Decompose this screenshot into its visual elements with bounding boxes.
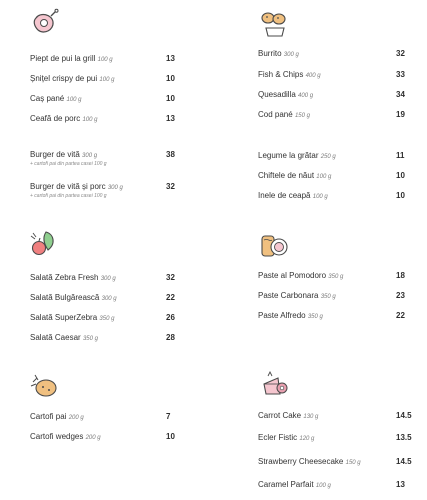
list-item	[258, 480, 414, 494]
list-item	[258, 110, 414, 124]
list-item	[30, 412, 180, 426]
item-weight: 100 g	[315, 483, 331, 489]
item-price: 33	[396, 70, 405, 79]
item-name: Salată Bulgărească	[30, 293, 100, 302]
item-weight: 400 g	[298, 93, 314, 99]
item-price: 13	[166, 114, 175, 123]
list-item	[258, 291, 414, 305]
item-name: Piept de pui la grill	[30, 54, 96, 63]
item-weight: 100 g	[82, 117, 98, 123]
item-weight: 350 g	[99, 316, 115, 322]
pasta-icon	[258, 228, 290, 260]
list-item	[258, 433, 414, 447]
item-weight: 300 g	[82, 153, 98, 159]
item-price: 13.5	[396, 433, 412, 442]
item-price: 23	[396, 291, 405, 300]
item-price: 13	[166, 54, 175, 63]
item-price: 28	[166, 333, 175, 342]
item-name: Ecler Fistic	[258, 433, 298, 442]
item-price: 18	[396, 271, 405, 280]
item-price: 26	[166, 313, 175, 322]
item-weight: 300 g	[107, 185, 123, 191]
item-name: Inele de ceapă	[258, 191, 311, 200]
list-item	[30, 333, 180, 347]
item-weight: 150 g	[294, 113, 310, 119]
list-item	[30, 273, 180, 287]
item-name: Salată Caesar	[30, 333, 81, 342]
item-name: Burrito	[258, 49, 282, 58]
item-name: Caramel Parfait	[258, 480, 314, 489]
item-weight: 100 g	[99, 77, 115, 83]
list-item	[258, 457, 414, 471]
item-name: Carrot Cake	[258, 411, 302, 420]
item-price: 34	[396, 90, 405, 99]
item-price: 32	[166, 273, 175, 282]
item-name: Salată SuperZebra	[30, 313, 98, 322]
item-note: + cartofi pai din partea casei 100 g	[30, 193, 107, 199]
item-weight: 100 g	[312, 194, 328, 200]
list-item	[258, 191, 414, 205]
item-price: 10	[396, 191, 405, 200]
item-price: 10	[396, 171, 405, 180]
list-item	[258, 90, 414, 104]
list-item	[258, 49, 414, 63]
item-weight: 250 g	[320, 154, 336, 160]
item-price: 32	[396, 49, 405, 58]
item-weight: 200 g	[85, 435, 101, 441]
item-price: 38	[166, 150, 175, 159]
item-name: Paste Carbonara	[258, 291, 319, 300]
list-item	[258, 151, 414, 165]
list-item	[30, 114, 180, 128]
dessert-icon	[258, 368, 290, 400]
item-price: 14.5	[396, 457, 412, 466]
list-item	[30, 94, 180, 108]
salad-icon	[28, 228, 60, 260]
item-price: 22	[396, 311, 405, 320]
item-weight: 300 g	[101, 296, 117, 302]
item-price: 7	[166, 412, 171, 421]
item-price: 10	[166, 74, 175, 83]
item-weight: 350 g	[328, 274, 344, 280]
list-item	[30, 432, 180, 446]
item-name: Caș pané	[30, 94, 65, 103]
item-name: Quesadilla	[258, 90, 296, 99]
item-weight: 120 g	[299, 436, 315, 442]
item-name: Șnițel crispy de pui	[30, 74, 98, 83]
item-weight: 130 g	[303, 414, 319, 420]
item-price: 10	[166, 94, 175, 103]
item-weight: 200 g	[68, 415, 84, 421]
item-name: Cartofi pai	[30, 412, 67, 421]
item-weight: 350 g	[82, 336, 98, 342]
list-item	[30, 150, 180, 167]
list-item	[30, 74, 180, 88]
item-weight: 100 g	[316, 174, 332, 180]
item-name: Chiftele de năut	[258, 171, 315, 180]
item-weight: 100 g	[97, 57, 113, 63]
item-weight: 400 g	[305, 73, 321, 79]
list-item	[258, 70, 414, 84]
item-weight: 350 g	[307, 314, 323, 320]
list-item	[258, 411, 414, 425]
list-item	[258, 271, 414, 285]
item-weight: 300 g	[283, 52, 299, 58]
item-name: Salată Zebra Fresh	[30, 273, 99, 282]
item-weight: 350 g	[320, 294, 336, 300]
item-note: + cartofi pai din partea casei 100 g	[30, 161, 107, 167]
list-item	[258, 311, 414, 325]
item-name: Paste Alfredo	[258, 311, 306, 320]
item-name: Cod pané	[258, 110, 293, 119]
item-name: Cartofi wedges	[30, 432, 84, 441]
list-item	[258, 171, 414, 185]
item-price: 10	[166, 432, 175, 441]
item-name: Legume la grătar	[258, 151, 319, 160]
item-weight: 150 g	[345, 460, 361, 466]
item-weight: 300 g	[100, 276, 116, 282]
item-name: Ceafă de porc	[30, 114, 81, 123]
item-price: 14.5	[396, 411, 412, 420]
list-item	[30, 182, 180, 199]
item-name: Paste al Pomodoro	[258, 271, 327, 280]
potato-icon	[28, 370, 60, 402]
item-weight: 100 g	[66, 97, 82, 103]
item-price: 13	[396, 480, 405, 489]
item-price: 22	[166, 293, 175, 302]
meat-icon	[28, 8, 60, 40]
item-price: 32	[166, 182, 175, 191]
list-item	[30, 54, 180, 68]
list-item	[30, 313, 180, 327]
item-name: Fish & Chips	[258, 70, 304, 79]
item-price: 19	[396, 110, 405, 119]
item-name: Burger de vită și porc	[30, 182, 106, 191]
fried-food-icon	[258, 8, 290, 40]
item-name: Strawberry Cheesecake	[258, 457, 344, 466]
item-price: 11	[396, 151, 405, 160]
list-item	[30, 293, 180, 307]
item-name: Burger de vită	[30, 150, 80, 159]
